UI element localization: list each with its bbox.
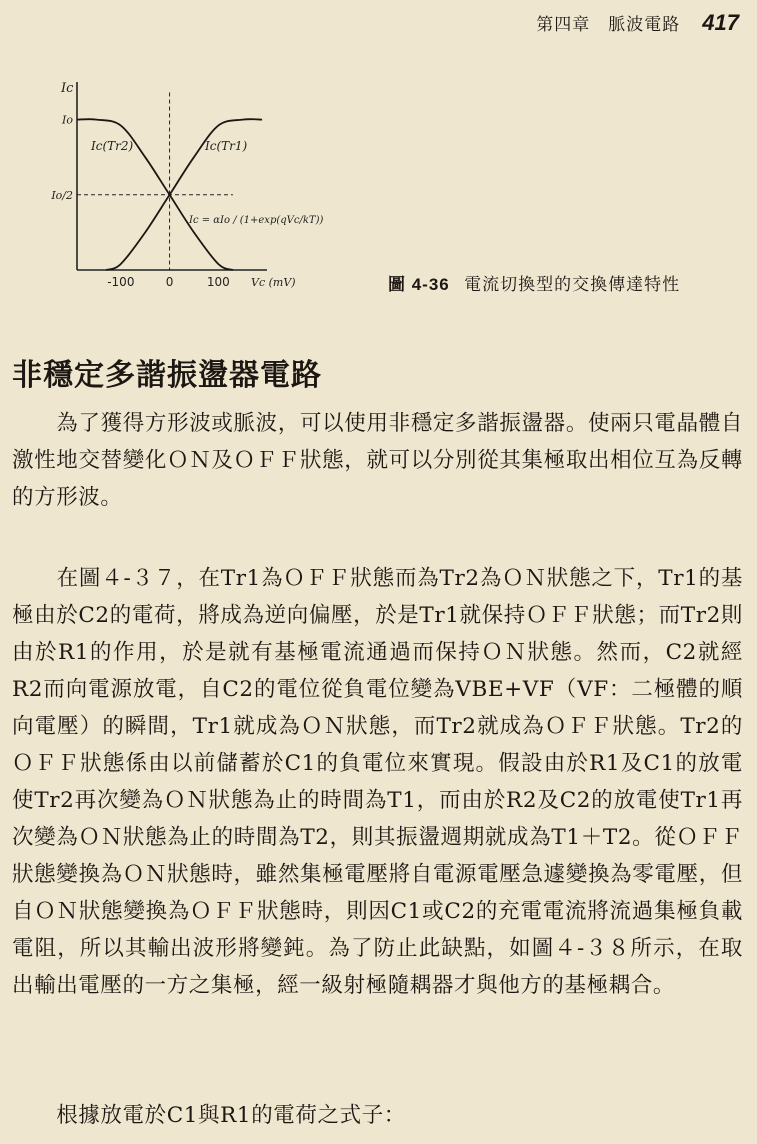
chart-frame: [77, 82, 267, 270]
page-header: [536, 10, 739, 38]
y-tick-label: Io/2: [51, 188, 73, 202]
curve-label-tr1: Ic(Tr1): [205, 139, 248, 153]
paragraph-formula-lead: 根據放電於C1與R1的電荷之式子：: [12, 1103, 406, 1128]
transfer-characteristic-chart: [51, 78, 325, 300]
page-number: 417: [702, 10, 739, 35]
caption-text: 電流切換型的交換傳達特性: [464, 275, 681, 295]
chapter-title: 第四章 脈波電路: [536, 15, 681, 35]
paragraph-operation: 在圖４-３７，在Tr1為ＯＦＦ狀態而為Tr2為ＯＮ狀態之下，Tr1的基極由於C2的電荷，將成為逆向偏壓，於是Tr1就保持ＯＦＦ狀態；而Tr2則由於R1的作用，於是就有基極電流通過而保持ＯＮ狀態。然而，C2就經R2而向電源放電，自C2的電位從負電位變為VBE+VF（VF：二極體的順向電壓）的瞬間，Tr1就成為ＯＮ狀態，而Tr2就成為ＯＦＦ狀態。Tr2的ＯＦＦ狀態係由以前儲蓄於C1的負電位來實現。假設由於R1及C1的放電使Tr2再次變為ＯＮ狀態為止的時間為T1，而由於R2及C2的放電使Tr1再次變為ＯＮ狀態為止的時間為T2，則其振盪週期就成為T1＋T2。從ＯＦＦ狀態變換為ＯＮ狀態時，雖然集極電壓將自電源電壓急遽變換為零電壓，但自ＯＮ狀態變換為ＯＦＦ狀態時，則因C1或C2的充電電流將流過集極負載電阻，所以其輸出波形將變鈍。為了防止此缺點，如圖４-３８所示，在取出輸出電壓的一方之集極，經一級射極隨耦器才與他方的基極耦合。: [12, 566, 743, 998]
figure-caption: [388, 270, 680, 295]
y-tick-label: Io: [62, 113, 73, 127]
curve-label-tr2: Ic(Tr2): [91, 139, 134, 153]
caption-number: 圖 4-36: [388, 275, 450, 294]
x-tick-label: 0: [165, 275, 174, 289]
paragraph-intro: 為了獲得方形波或脈波，可以使用非穩定多諧振盪器。使兩只電晶體自激性地交替變化ＯＮ及ＯＦＦ狀態，就可以分別從其集極取出相位互為反轉的方形波。: [12, 411, 743, 510]
x-axis-label: Vc (mV): [251, 276, 296, 289]
x-tick-label: 100: [206, 275, 230, 289]
section-title: 非穩定多諧振盪器電路: [12, 358, 322, 393]
x-tick-label: -100: [107, 275, 135, 289]
curve-formula: Ic = αIo / (1+exp(qVc/kT)): [189, 215, 324, 226]
y-axis-label: Ic: [61, 81, 74, 96]
